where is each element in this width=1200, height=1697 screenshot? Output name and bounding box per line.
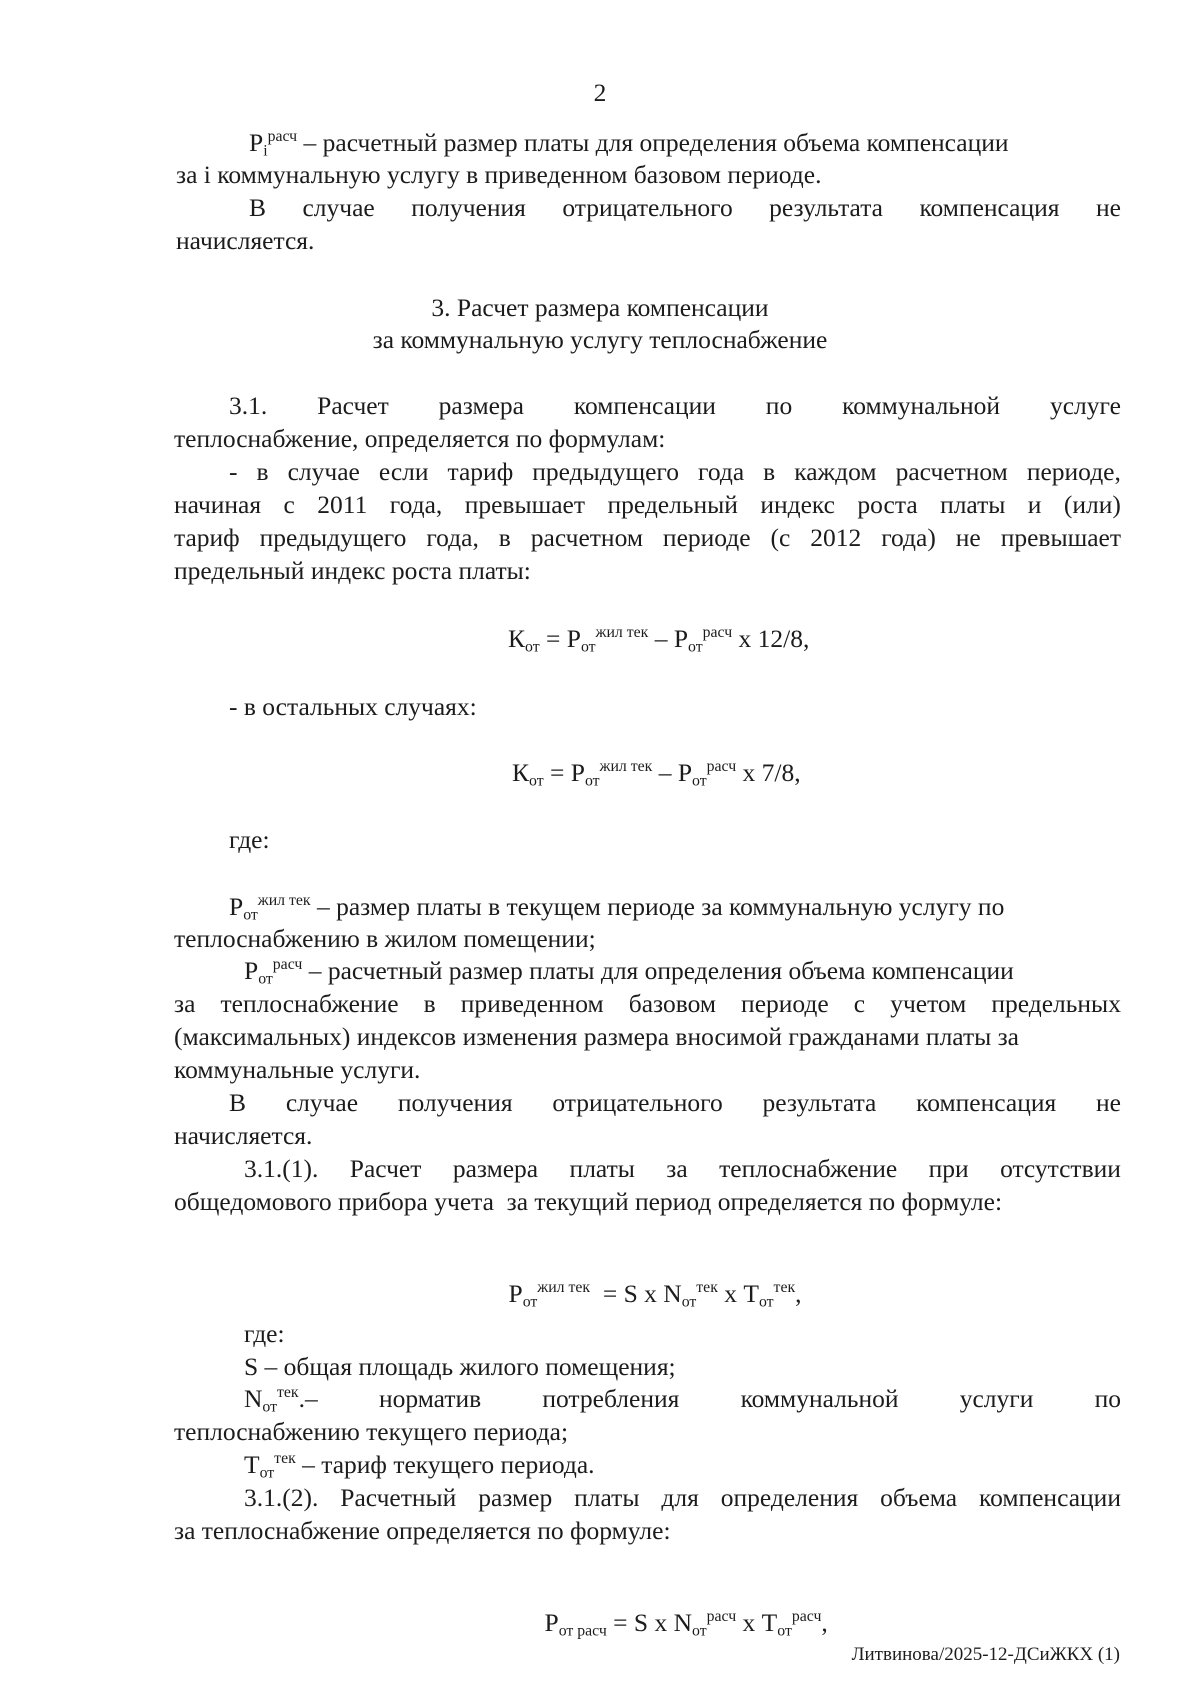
symbol-subscript: от [262,1398,278,1416]
word: услуги [959,1384,1034,1413]
formula-times-t: х Т [736,1607,778,1637]
word: определения [720,1483,859,1512]
word: учетом [890,989,967,1018]
symbol-dash: .– [298,1384,318,1413]
para-3-1-1-line2: общедомового прибора учета за текущий период определяется по формуле: [174,1187,1003,1216]
word: платы [569,1154,635,1183]
word: потребления [542,1384,680,1413]
definition-text: – тариф текущего периода. [295,1450,595,1479]
word: для [661,1483,699,1512]
formula-p-live [483,1255,802,1332]
word: теплоснабжение [719,1154,898,1183]
word: в [423,989,436,1018]
word: 3.1.(1). [244,1154,319,1183]
word: (или) [1063,490,1121,519]
definition-p-calc-line3: (максимальных) индексов изменения размера вносимой гражданами платы за [174,1022,1019,1051]
definition-n-line2: теплоснабжению текущего периода; [174,1417,569,1446]
formula-subscript: от [692,772,707,790]
definition-t [244,1450,595,1482]
formula-tail: х 12/8, [732,624,810,653]
formula-k: К [512,758,530,787]
word: тариф [447,457,514,486]
word: коммунальной [740,1384,899,1413]
word: и [1027,490,1042,519]
formula-superscript: жил тек [599,758,653,776]
symbol-superscript: жил тек [257,892,311,910]
word: компенсация [916,1088,1057,1117]
symbol-p: Р [244,956,259,985]
formula-k-other [512,758,801,790]
word: размер [478,1483,553,1512]
symbol-t: Т [244,1450,260,1479]
definition-text: – размер платы в текущем периоде за коммунальную услугу по [316,892,1005,921]
word: коммунальной [842,391,1001,420]
word: случае [285,1088,359,1117]
formula-superscript: тек [773,1278,796,1296]
para-3-1-line2: теплоснабжение, определяется по формулам: [174,424,666,453]
footer-doc-id: Литвинова/2025-12-ДСиЖКХ (1) [851,1644,1120,1665]
word: в [498,523,511,552]
formula-superscript: расч [791,1607,822,1625]
formula-subscript: от [758,1292,774,1310]
word: в [256,457,269,486]
word: 3.1. [229,391,268,420]
word: В [229,1088,247,1117]
word: отрицательного [552,1088,723,1117]
word: объема [880,1483,958,1512]
word: расчетном [530,523,643,552]
formula-subscript: от [688,638,703,656]
word: случае [302,193,375,222]
formula-tail: х 7/8, [736,758,801,787]
word: услуге [1049,391,1121,420]
definition-p-calc-line1 [244,956,1014,988]
formula-superscript: жил тек [537,1278,591,1296]
negative-result-end-2: начисляется. [174,1121,313,1150]
definition-n-line1 [244,1384,1121,1416]
word: по [765,391,793,420]
word: компенсации [573,391,716,420]
word: начиная [174,490,262,519]
word: не [1095,193,1121,222]
word: результата [769,193,883,222]
formula-superscript: расч [702,624,733,642]
formula-equals-p: = Р [539,624,581,653]
definition-text: – расчетный размер платы для определения объема компенсации [308,956,1014,985]
word: базовом [628,989,716,1018]
formula-subscript: от [777,1621,792,1639]
word: периоде, [1026,457,1121,486]
formula-subscript: от [580,638,596,656]
formula-tail: , [795,1278,802,1308]
definition-p-calc-line4: коммунальные услуги. [174,1055,421,1084]
word: приведенном [460,989,604,1018]
formula-superscript: расч [706,758,737,776]
formula-equals-s-n: = S х N [606,1607,693,1637]
word: если [378,457,429,486]
formula-times-t: х Т [717,1278,759,1308]
word: года, [426,523,479,552]
page-number: 2 [593,78,607,107]
symbol-subscript: от [259,1464,275,1482]
case1-line2 [174,492,1121,518]
para-3-1-line1 [229,393,1121,419]
word: получения [397,1088,513,1117]
formula-superscript: жил тек [595,624,649,642]
symbol-subscript: i [263,142,268,160]
word: по [1094,1384,1121,1413]
definition-text: – расчетный размер платы для определения объема компенсации [303,128,1009,157]
word: периоде [741,989,829,1018]
word: Расчетный [340,1483,457,1512]
formula-p-calc [519,1584,828,1661]
word: расчетном [895,457,1008,486]
word: норматив [378,1384,482,1413]
word: отрицательного [562,193,733,222]
formula-subscript: от расч [558,1621,607,1639]
symbol-n: N [244,1384,263,1413]
para-3-1-2-line2: за теплоснабжение определяется по формуле: [174,1516,671,1545]
word: компенсации [978,1483,1121,1512]
symbol-p: Р [229,892,244,921]
definition-p-live-line2: теплоснабжению в жилом помещении; [174,924,596,953]
word: с [853,989,866,1018]
word: за [666,1154,688,1183]
word: размера [452,1154,539,1183]
word: 2012 [810,523,862,552]
word: платы [574,1483,640,1512]
formula-equals-s-n: = S х N [590,1278,682,1308]
symbol-superscript: тек [274,1450,296,1468]
symbol-subscript: от [243,906,258,924]
formula-tail: , [821,1607,828,1637]
formula-p: Р [544,1607,559,1637]
where-label-2: где: [244,1319,285,1348]
other-cases-label: - в остальных случаях: [229,692,477,721]
word: Расчет [317,391,389,420]
word: с [283,490,295,519]
formula-subscript: от [584,772,600,790]
section-title-line1: 3. Расчет размера компенсации [431,293,769,322]
formula-k: К [508,624,526,653]
para-3-1-1-line1 [244,1156,1121,1182]
word: тариф [174,523,240,552]
word: индекс [760,490,835,519]
negative-result-end: начисляется. [176,226,315,255]
formula-p: Р [508,1278,523,1308]
formula-superscript: тек [696,1278,718,1296]
word: не [955,523,981,552]
word: при [928,1154,969,1183]
formula-subscript: от [681,1292,697,1310]
definition-p-i-line1 [249,128,1009,160]
negative-result-line-2 [229,1090,1121,1116]
symbol-superscript: тек [277,1384,299,1402]
formula-superscript: расч [706,1607,737,1625]
formula-equals-p: = Р [543,758,585,787]
word: в [763,457,776,486]
definition-s: S – общая площадь жилого помещения; [244,1352,676,1381]
word: каждом [794,457,877,486]
word: 2011 [317,490,368,519]
negative-result-line [249,195,1121,221]
word: отсутствии [1000,1154,1121,1183]
symbol-n-group [244,1384,318,1416]
word: за [174,989,196,1018]
where-label-1: где: [229,825,270,854]
word: - [229,457,238,486]
word: получения [411,193,526,222]
formula-subscript: от [529,772,544,790]
symbol-superscript: расч [272,956,303,974]
word: года, [389,490,443,519]
definition-p-calc-line2 [174,991,1121,1017]
symbol-p: P [249,128,264,157]
word: роста [857,490,918,519]
word: В [249,193,267,222]
formula-subscript: от [525,638,540,656]
word: предыдущего [259,523,407,552]
case1-line4: предельный индекс роста платы: [174,556,531,585]
word: года) [881,523,936,552]
word: предельный [607,490,738,519]
case1-line3 [174,525,1121,551]
word: теплоснабжение [220,989,399,1018]
word: результата [762,1088,877,1117]
word: года [698,457,745,486]
word: не [1096,1088,1121,1117]
formula-minus-p: – Р [652,758,693,787]
word: превышает [464,490,586,519]
formula-subscript: от [522,1292,538,1310]
word: платы [940,490,1006,519]
formula-minus-p: – Р [648,624,689,653]
word: (с [770,523,791,552]
definition-p-i-line2: за i коммунальную услугу в приведенном базовом периоде. [176,160,822,189]
word: Расчет [349,1154,422,1183]
symbol-superscript: расч [267,128,298,146]
case1-line1 [229,459,1121,485]
word: размера [438,391,524,420]
word: предыдущего [532,457,679,486]
word: превышает [1000,523,1121,552]
word: предельных [991,989,1121,1018]
word: 3.1.(2). [244,1483,319,1512]
word: случае [287,457,360,486]
definition-p-live-line1 [229,892,1005,924]
symbol-subscript: от [258,970,273,988]
formula-k-case1 [508,624,810,656]
word: компенсация [919,193,1060,222]
word: периоде [662,523,751,552]
formula-subscript: от [692,1621,707,1639]
para-3-1-2-line1 [244,1485,1121,1511]
section-title-line2: за коммунальную услугу теплоснабжение [372,325,828,354]
